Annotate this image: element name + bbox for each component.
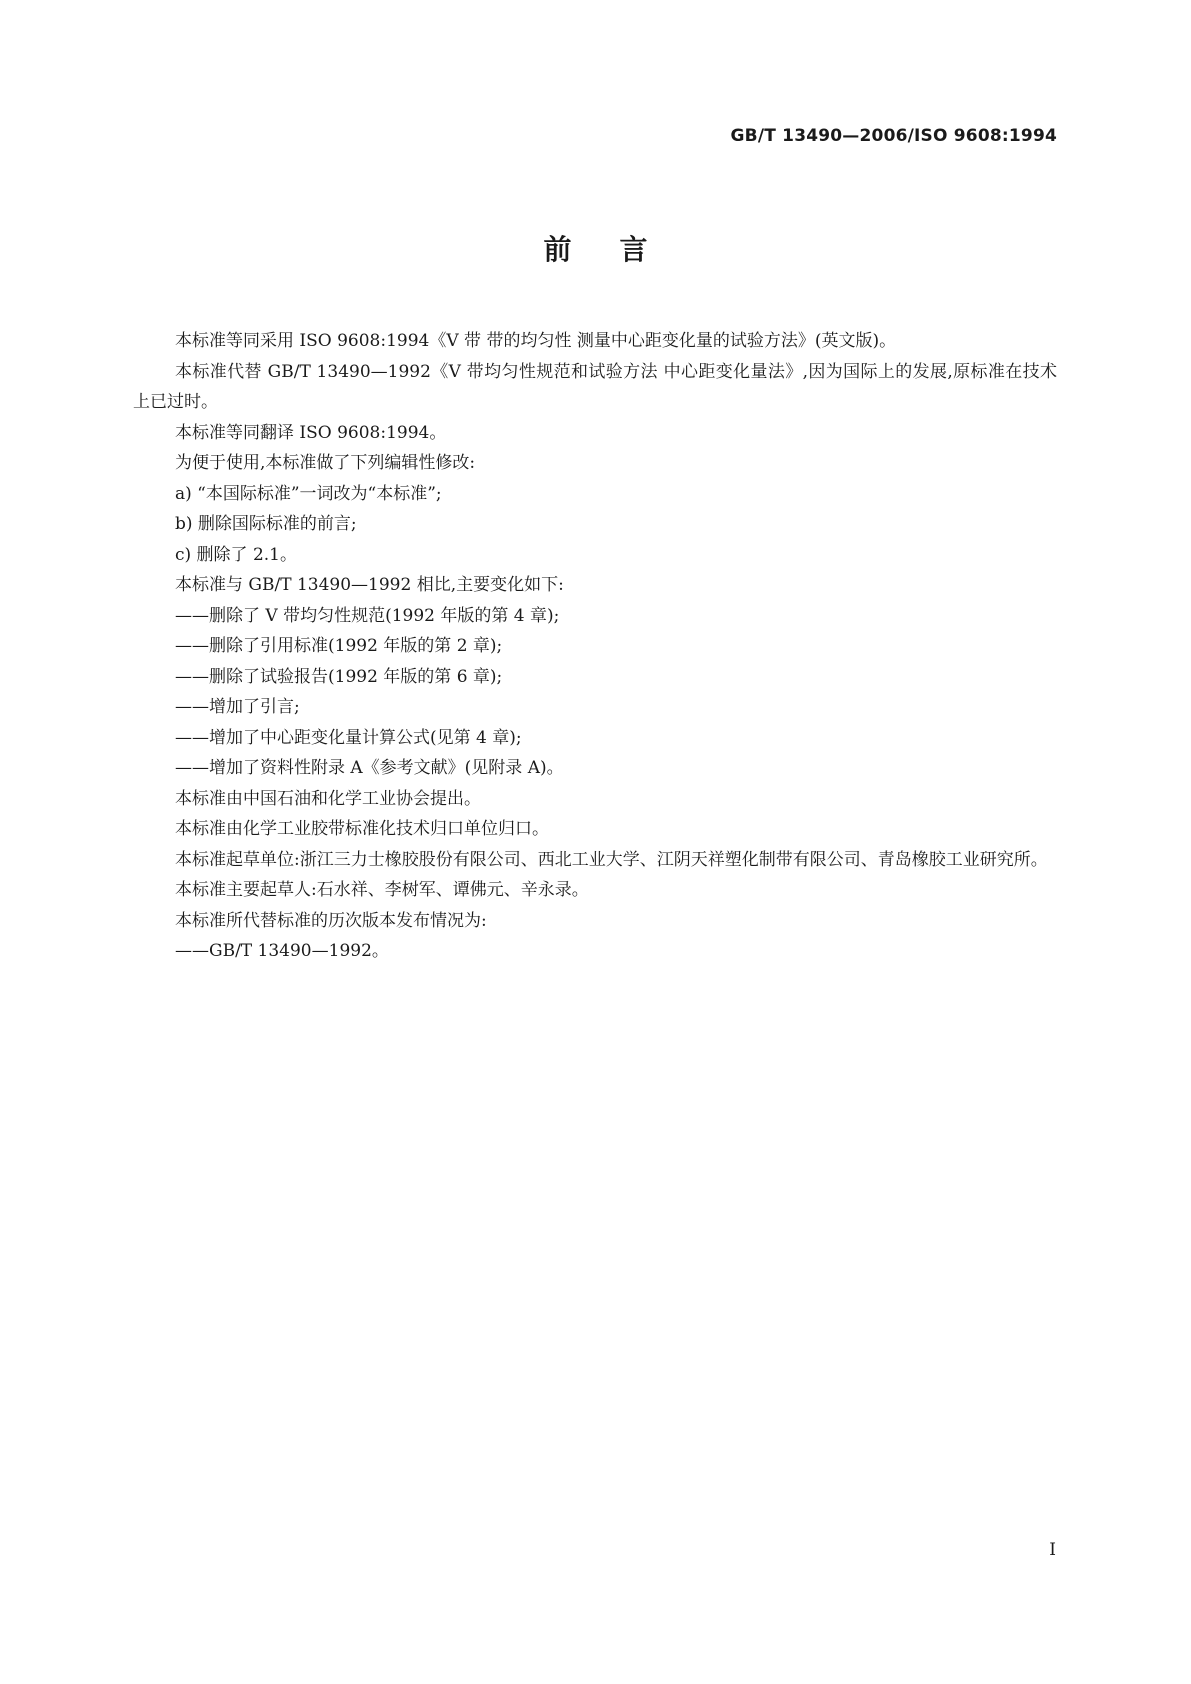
paragraph-drafting-units: 本标准起草单位:浙江三力士橡胶股份有限公司、西北工业大学、江阴天祥塑化制带有限公司、青岛橡胶工业研究所。	[175, 849, 1048, 870]
change-item-1: ——删除了 V 带均匀性规范(1992 年版的第 4 章);	[175, 605, 560, 626]
change-item-3: ——删除了试验报告(1992 年版的第 6 章);	[175, 666, 503, 687]
paragraph-editorial-intro: 为便于使用,本标准做了下列编辑性修改:	[175, 453, 476, 473]
list-item-a: a) “本国际标准”一词改为“本标准”;	[175, 483, 442, 504]
standard-code: GB/T 13490—2006/ISO 9608:1994	[730, 126, 1057, 146]
change-item-5: ——增加了中心距变化量计算公式(见第 4 章);	[175, 727, 522, 748]
page-title: 前言	[543, 233, 696, 266]
list-item-c: c) 删除了 2.1。	[175, 544, 297, 565]
history-item-1: ——GB/T 13490—1992。	[175, 941, 389, 961]
paragraph-adoption: 本标准等同采用 ISO 9608:1994《V 带 带的均匀性 测量中心距变化量的试验方法》(英文版)。	[175, 331, 897, 351]
paragraph-drafters: 本标准主要起草人:石水祥、李树军、谭佛元、辛永录。	[175, 880, 589, 900]
paragraph-changes-intro: 本标准与 GB/T 13490—1992 相比,主要变化如下:	[175, 575, 564, 595]
change-item-2: ——删除了引用标准(1992 年版的第 2 章);	[175, 636, 503, 656]
paragraph-proposed-by: 本标准由中国石油和化学工业协会提出。	[175, 788, 481, 809]
paragraph-history-intro: 本标准所代替标准的历次版本发布情况为:	[175, 910, 487, 931]
change-item-6: ——增加了资料性附录 A《参考文献》(见附录 A)。	[175, 758, 564, 778]
page-number: I	[1049, 1540, 1056, 1560]
foreword-body	[133, 326, 1057, 967]
paragraph-translation: 本标准等同翻译 ISO 9608:1994。	[175, 422, 447, 443]
change-item-4: ——增加了引言;	[175, 697, 300, 717]
paragraph-responsible-unit: 本标准由化学工业胶带标准化技术归口单位归口。	[175, 819, 549, 839]
paragraph-replaces: 本标准代替 GB/T 13490—1992《V 带均匀性规范和试验方法 中心距变化量法》,因为国际上的发展,原标准在技术上已过时。	[133, 361, 1057, 412]
list-item-b: b) 删除国际标准的前言;	[175, 514, 357, 534]
